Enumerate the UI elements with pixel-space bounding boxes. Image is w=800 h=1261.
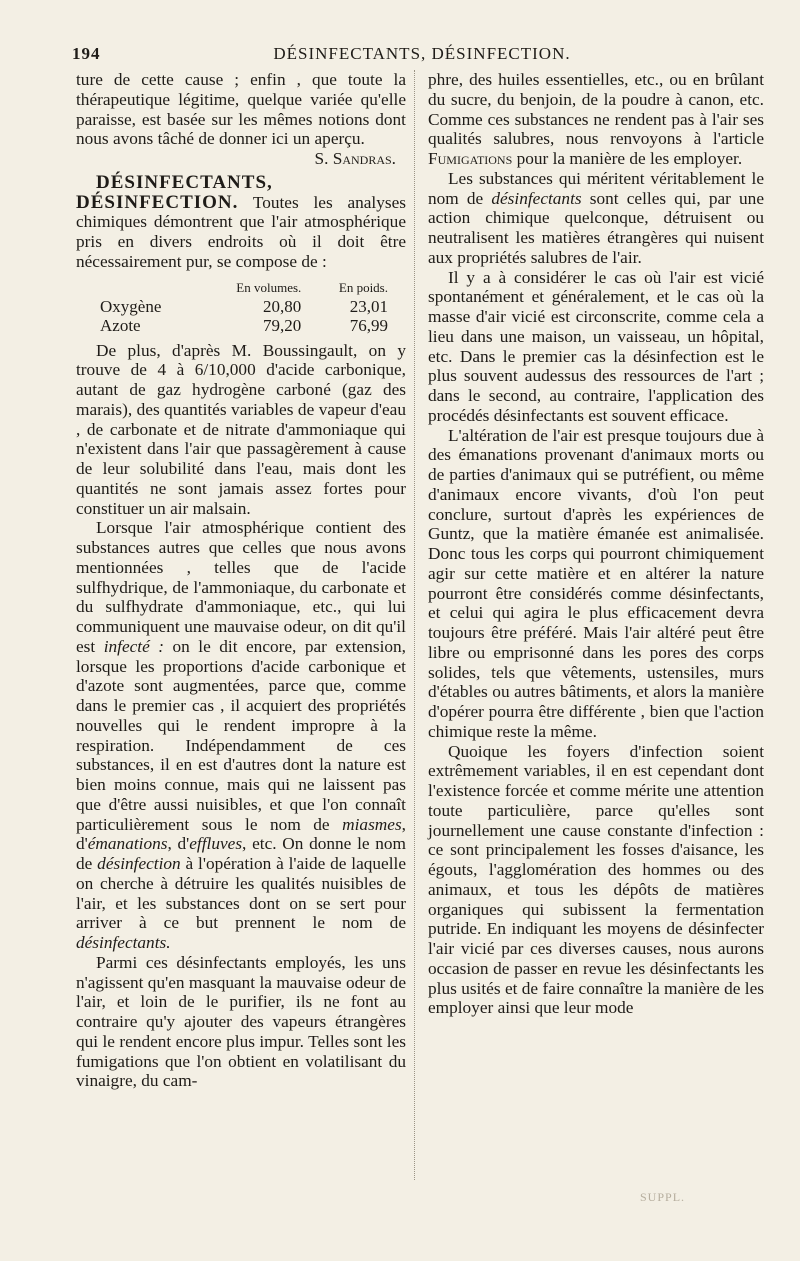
cross-reference: Fumigations: [428, 149, 513, 168]
paragraph: Parmi ces désinfectants employés, les uns n'agissent qu'en masquant la mauvaise odeur de l'air, et loin de le purifier, ils ne font au contraire qu'y ajouter des vapeurs étrangères qui le rendent encore plus impur. Telles sont les fumigations que l'on obtient en volatilisant du vinaigre, du cam-: [76, 952, 406, 1091]
air-composition-table: [94, 278, 394, 335]
page-header: [72, 44, 772, 68]
page-number: 194: [72, 44, 101, 63]
table-row: [94, 316, 394, 335]
paragraph: L'altération de l'air est presque toujours due à des émanations provenant d'animaux morts ou de parties d'animaux qui se putréfient, ou même d'animaux encore vivants, d'où l'on peut conclure, surtout d'après les expériences de Guntz, que la matière émanée est animalisée. Donc tous les corps qui pourront chimiquement agir sur cette matière et en altérer la nature pourront être considérés comme désinfectants, et celui qui agira le plus efficacement devra toujours être préféré. Mais l'air altéré peut être libre ou emprisonné dans les pores des corps solides, tels que vêtements, ustensiles, murs d'étables ou autres bâtiments, et alors la manière d'opérer pourra être différente , bien que l'action chimique reste la même.: [428, 425, 764, 741]
paragraph: Lorsque l'air atmosphérique contient des substances autres que celles que nous avons mentionnées , telles que de l'acide sulfhydrique, de l'ammoniaque, du carbonate et du sulfhydrate d'ammoniaque, etc., qui lui communiquent une mauvaise odeur, on dit qu'il est infecté : on le dit encore, par extension, lorsque les proportions d'acide carbonique et d'azote sont augmentées, parce que, comme dans le premier cas , il acquiert des propriétés nouvelles qui le rendent impropre à la respiration. Indépendamment de ces substances, il en est d'autres dont la nature est bien moins connue, mais qui ne laissent pas que d'être aussi nuisibles, et que l'on connaît particulièrement sous le nom de miasmes, d'émanations, d'effluves, etc. On donne le nom de désinfection à l'opération à l'aide de laquelle on cherche à détruire les qualités nuisibles de l'air, et les substances dont on se sert pour arriver à ce but prennent le nom de désinfectants.: [76, 518, 406, 952]
paragraph: Quoique les foyers d'infection soient extrêmement variables, il en est cependant dont l'existence forcée et comme mérite une attention toute particulière, parce qu'elles sont journellement une cause constante d'infection : ce sont principalement les fosses d'aisance, les égouts, l'agglomération des hommes ou des animaux, et tous les dépôts de matières organiques qui subissent la fermentation putride. En indiquant les moyens de désinfecter l'air vicié par ces diverses causes, nous aurons occasion de passer en revue les désinfectants les plus usités et de faire connaître la manière de les employer ainsi que leur mode: [428, 741, 764, 1018]
gas-name: Oxygène: [100, 296, 162, 316]
paragraph-continued: phre, des huiles essentielles, etc., ou en brûlant du sucre, du benjoin, de la poudre à canon, etc. Comme ces substances ne rendent pas à l'air ses qualités salubres, nous renvoyons à l'article Fumigations pour la manière de les employer.: [428, 70, 764, 168]
column-header-poids: En poids.: [338, 279, 388, 295]
author-signature: S. Sandras.: [314, 149, 396, 168]
entry-intro-paragraph: DÉSINFECTANTS, DÉSINFECTION. Toutes les analyses chimiques démontrent que l'air atmosphérique pris en divers endroits où il doit être nécessairement pur, se compose de :: [76, 171, 406, 271]
gas-name: Azote: [100, 315, 141, 335]
paragraph: De plus, d'après M. Boussingault, on y trouve de 4 à 6/10,000 d'acide carbonique, autant de gaz hydrogène carboné (gaz des marais), des quantités variables de vapeur d'eau , de carbonate et de nitrate d'ammoniaque qui n'existent dans l'air que passagèrement à cause de leur solubilité dans l'eau, mais dont les quantités ne sont jamais assez fortes pour constituer un air malsain.: [76, 340, 406, 518]
column-divider: [414, 70, 415, 1180]
value-poids: 23,01: [349, 296, 388, 316]
entry-title: DÉSINFECTANTS, DÉSINFECTION.: [76, 171, 273, 213]
value-volume: 20,80: [263, 296, 302, 316]
footer-signature-mark: SUPPL.: [640, 1190, 686, 1204]
paragraph-continued: ture de cette cause ; enfin , que toute la thérapeutique légitime, quelque variée qu'elle paraisse, est basée sur les mêmes notions dont nous avons tâché de donner ici un aperçu. S. Sandras.: [76, 70, 406, 168]
running-title: DÉSINFECTANTS, DÉSINFECTION.: [273, 44, 571, 63]
value-poids: 76,99: [349, 315, 388, 335]
paragraph: Les substances qui méritent véritablement le nom de désinfectants sont celles qui, par une action chimique quelconque, détruisent ou neutralisent les matières étrangères qui nuisent aux propriétés salubres de l'air.: [428, 168, 764, 267]
left-column: [76, 70, 406, 1091]
right-column: [428, 70, 764, 1018]
paragraph: Il y a à considérer le cas où l'air est vicié spontanément et généralement, et le cas où la masse d'air vicié est circonscrite, comme cela a lieu dans une maison, un vaisseau, un hôpital, etc. Dans le premier cas la désinfection est le plus souvent audessus des ressources de l'art ; dans le second, au contraire, l'application des procédés désinfectants est souvent efficace.: [428, 267, 764, 425]
table-row: [94, 297, 394, 316]
value-volume: 79,20: [263, 315, 302, 335]
column-header-volumes: En volumes.: [236, 279, 302, 295]
table-header-row: [94, 278, 394, 297]
